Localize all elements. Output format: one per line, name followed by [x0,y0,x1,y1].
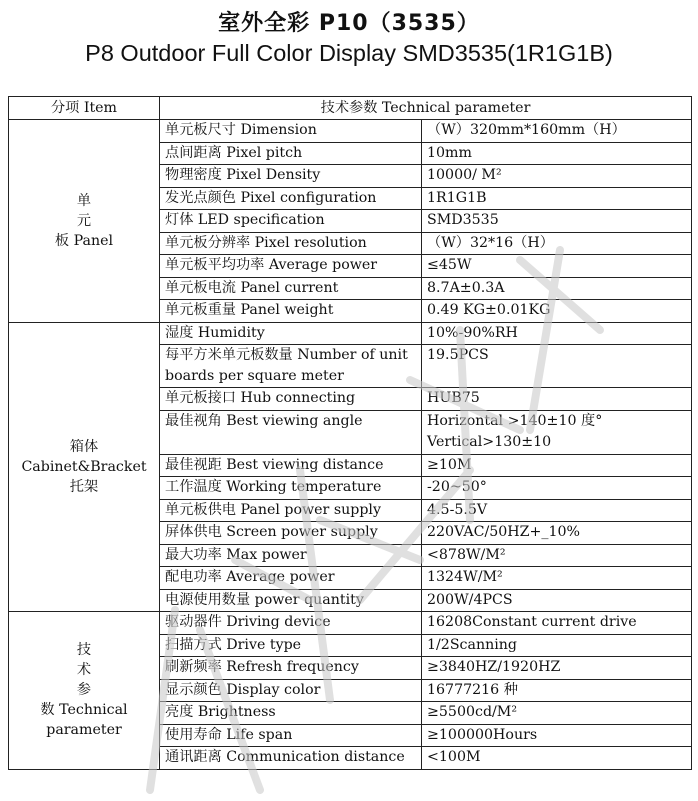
row-label: 发光点颜色 Pixel configuration [160,187,422,210]
header-item: 分项 Item [9,97,160,120]
row-value: <878W/M² [422,544,692,567]
row-label: 最佳视距 Best viewing distance [160,454,422,477]
row-label: 刷新频率 Refresh frequency [160,657,422,680]
row-value: （W）320mm*160mm（H） [422,120,692,143]
row-label: 点间距离 Pixel pitch [160,142,422,165]
row-label: 单元板电流 Panel current [160,277,422,300]
table-row [9,322,692,345]
title-english: P8 Outdoor Full Color Display SMD3535(1R1G1B) [85,40,613,66]
row-label: 最佳视角 Best viewing angle [160,410,422,454]
row-label: 单元板平均功率 Average power [160,255,422,278]
row-value: （W）32*16（H） [422,232,692,255]
row-value: ≥100000Hours [422,724,692,747]
row-value: Horizontal >140±10 度° Vertical>130±10 [422,410,692,454]
row-value: 1R1G1B [422,187,692,210]
table-header-row [9,97,692,120]
row-value: 200W/4PCS [422,589,692,612]
row-label: 单元板重量 Panel weight [160,300,422,323]
row-label: 物理密度 Pixel Density [160,165,422,188]
row-value: <100M [422,747,692,770]
row-label: 电源使用数量 power quantity [160,589,422,612]
row-label: 使用寿命 Life span [160,724,422,747]
row-value: 16208Constant current drive [422,612,692,635]
row-label: 显示颜色 Display color [160,679,422,702]
row-value: ≥10M [422,454,692,477]
table-row [9,612,692,635]
title-chinese: 室外全彩 P10（3535） [218,11,480,36]
row-label: 驱动器件 Driving device [160,612,422,635]
row-value: ≤45W [422,255,692,278]
row-value: 1324W/M² [422,567,692,590]
row-label: 湿度 Humidity [160,322,422,345]
row-value: ≥5500cd/M² [422,702,692,725]
row-label: 通讯距离 Communication distance [160,747,422,770]
row-label: 亮度 Brightness [160,702,422,725]
row-label: 单元板接口 Hub connecting [160,388,422,411]
row-value: 1/2Scanning [422,634,692,657]
row-value: 220VAC/50HZ+_10% [422,522,692,545]
row-value: 16777216 种 [422,679,692,702]
row-label: 单元板供电 Panel power supply [160,499,422,522]
row-value: 10%-90%RH [422,322,692,345]
row-value: HUB75 [422,388,692,411]
row-value: 8.7A±0.3A [422,277,692,300]
category-technical: 技 术 参 数 Technical parameter [9,612,160,770]
row-label: 每平方米单元板数量 Number of unit boards per square meter [160,345,422,388]
category-panel: 单 元 板 Panel [9,120,160,323]
row-label: 工作温度 Working temperature [160,477,422,500]
row-value: 10mm [422,142,692,165]
row-value: SMD3535 [422,210,692,233]
row-value: 4.5-5.5V [422,499,692,522]
row-value: 0.49 KG±0.01KG [422,300,692,323]
header-param: 技术参数 Technical parameter [160,97,692,120]
row-value: ≥3840HZ/1920HZ [422,657,692,680]
row-label: 扫描方式 Drive type [160,634,422,657]
category-cabinet: 箱体 Cabinet&Bracket 托架 [9,322,160,612]
row-value: 10000/ M² [422,165,692,188]
row-label: 配电功率 Average power [160,567,422,590]
spec-table [8,96,692,770]
row-label: 单元板分辨率 Pixel resolution [160,232,422,255]
row-value: -20~50° [422,477,692,500]
row-label: 最大功率 Max power [160,544,422,567]
table-row [9,120,692,143]
row-label: 灯体 LED specification [160,210,422,233]
row-label: 屏体供电 Screen power supply [160,522,422,545]
row-label: 单元板尺寸 Dimension [160,120,422,143]
row-value: 19.5PCS [422,345,692,388]
